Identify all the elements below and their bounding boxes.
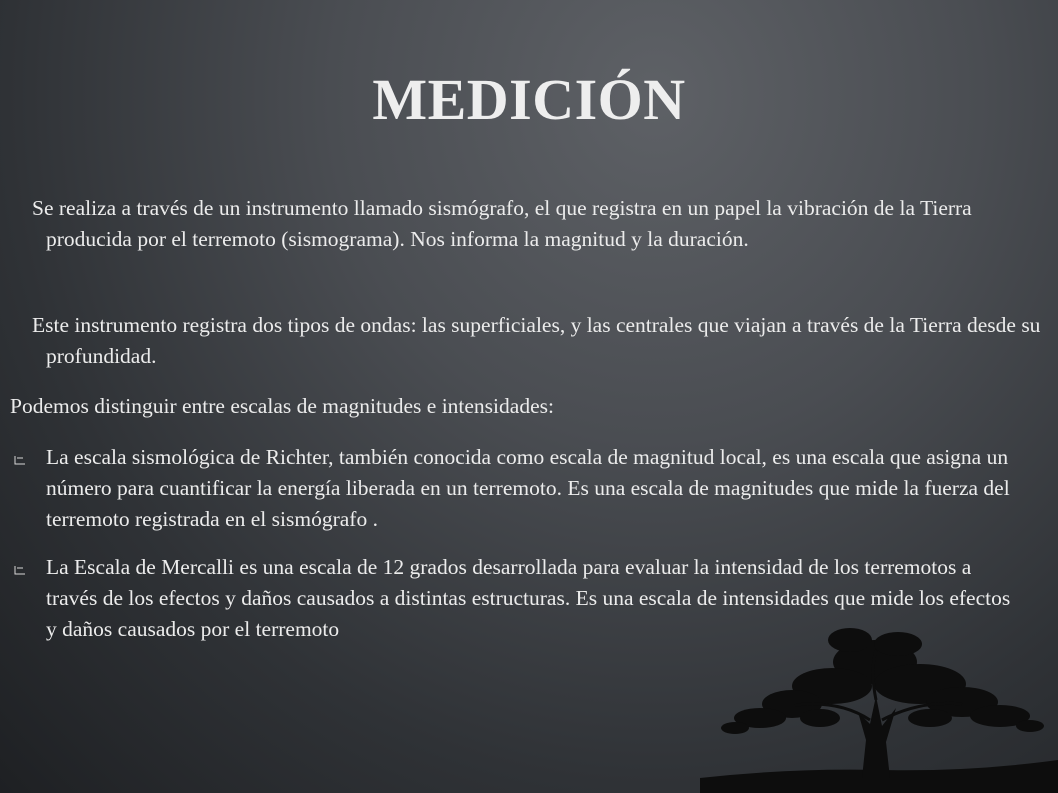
paragraph-seismograph: Se realiza a través de un instrumento llamado sismógrafo, el que registra en un papel la vibración de la Tierra producida por el terremoto (sismograma). Nos informa la magnitud y la duración. [32, 196, 972, 251]
slide-title: MEDICIÓN [372, 67, 686, 132]
square-bullet-icon [14, 565, 26, 575]
list-item-text: La Escala de Mercalli es una escala de 12 grados desarrollada para evaluar la intensidad de los terremotos a través de los efectos y daños causados a distintas estructuras. Es una escala de intensidades que mide los efectos y daños causados por el terremoto [46, 555, 1011, 641]
paragraph-scales-intro: Podemos distinguir entre escalas de magnitudes e intensidades: [10, 394, 554, 418]
square-bullet-icon [14, 455, 26, 465]
tree-silhouette-icon [700, 600, 1058, 793]
list-item-text: La escala sismológica de Richter, también conocida como escala de magnitud local, es una escala que asigna un número para cuantificar la energía liberada en un terremoto. Es una escala de magnitudes que mide la fuerza del terremoto registrada en el sismógrafo . [46, 445, 1010, 531]
paragraph-wave-types: Este instrumento registra dos tipos de ondas: las superficiales, y las centrales que viajan a través de la Tierra desde su profundidad. [32, 313, 1041, 368]
